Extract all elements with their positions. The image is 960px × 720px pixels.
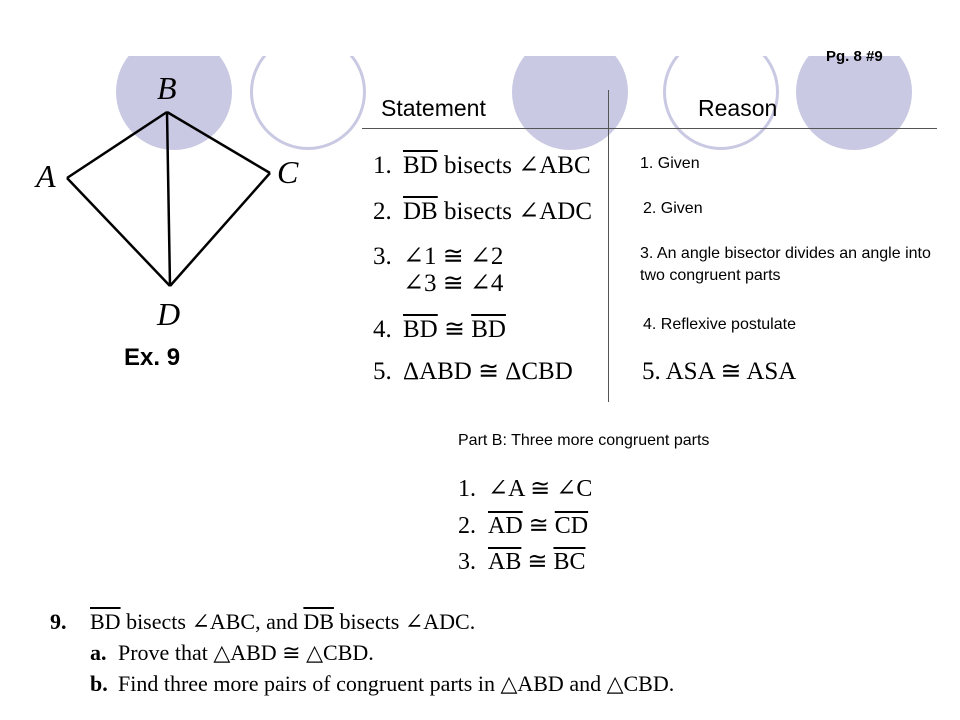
reason-header: Reason — [698, 95, 778, 121]
problem-part-b: b. Find three more pairs of congruent parts in △ABD and △CBD. — [90, 671, 675, 696]
statement-1: 1. $\overline{BD}$ bisects ∠ABC — [373, 152, 591, 179]
top-mask — [0, 0, 960, 56]
statement-header: Statement — [381, 95, 486, 121]
vertex-label-b: B — [157, 70, 177, 106]
vertex-label-a: A — [36, 158, 56, 194]
reason-4: 4. Reflexive postulate — [643, 316, 796, 333]
page-label: Pg. 8 #9 — [826, 48, 883, 65]
part-b-title: Part B: Three more congruent parts — [458, 432, 710, 449]
vertex-label-d: D — [157, 296, 181, 332]
figure-caption: Ex. 9 — [124, 344, 181, 371]
statement-2: 2. $\overline{DB}$ bisects ∠ADC — [373, 198, 593, 225]
reason-1: 1. Given — [640, 155, 700, 172]
problem-line: 9. $\overline{BD}$ bisects ∠ABC, and $\overline{DB}$ bisects ∠ADC. — [50, 609, 476, 634]
table-column-rule — [608, 90, 609, 402]
reason-2: 2. Given — [643, 200, 703, 217]
problem-part-a: a. Prove that △ABD ≅ △CBD. — [90, 640, 374, 665]
reason-3: 3. An angle bisector divides an angle into two congruent parts — [640, 245, 931, 284]
vertex-label-c: C — [277, 154, 299, 190]
part-b-item-2: 2. $\overline{AD}$ ≅ $\overline{CD}$ — [458, 513, 589, 539]
statement-3: 3. ∠1 ≅ ∠2 ∠3 ≅ ∠4 — [373, 243, 504, 297]
part-b-item-1: 1. ∠A ≅ ∠C — [458, 476, 593, 502]
table-header-rule — [362, 128, 937, 129]
problem-statement — [50, 606, 674, 699]
statement-5: 5. ΔABD ≅ ΔCBD — [373, 358, 573, 385]
reason-5: 5. ASA ≅ ASA — [642, 358, 797, 385]
part-b-item-3: 3. $\overline{AB}$ ≅ $\overline{BC}$ — [458, 549, 586, 575]
statement-4: 4. $\overline{BD}$ ≅ $\overline{BD}$ — [373, 316, 506, 343]
